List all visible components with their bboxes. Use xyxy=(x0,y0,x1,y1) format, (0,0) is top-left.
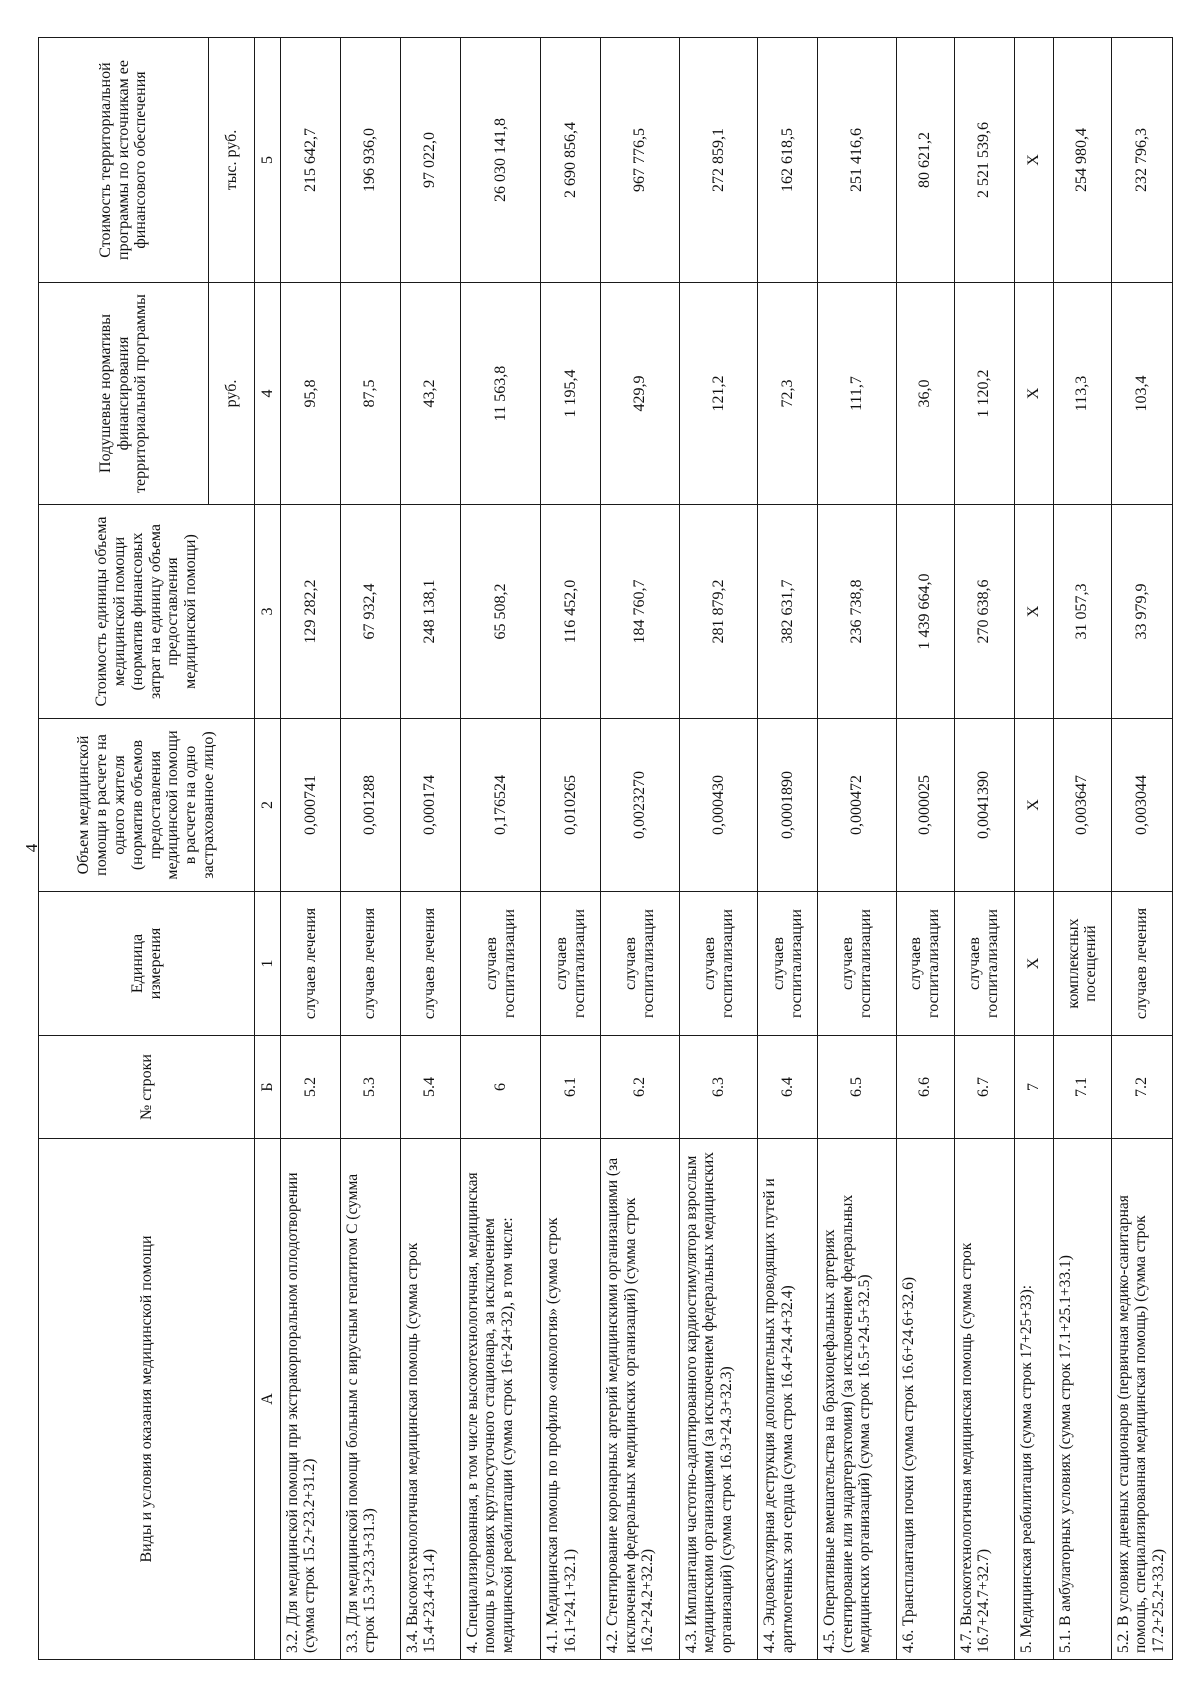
header-total: Стоимость территориальной программы по источникам ее финансового обеспечения xyxy=(39,38,209,283)
row-per-capita: 103,4 xyxy=(1111,283,1172,505)
row-name: 4.6. Трансплантация почки (сумма строк 16.6+24.6+32.6) xyxy=(896,1139,954,1660)
row-name: 3.2. Для медицинской помощи при экстракорпоральном оплодотворении (сумма строк 15.2+23.2+31.2) xyxy=(281,1139,341,1660)
row-name: 3.4. Высокотехнологичная медицинская помощь (сумма строк 15.4+23.4+31.4) xyxy=(400,1139,460,1660)
row-unit: случаев лечения xyxy=(340,892,400,1036)
row-per-capita: 1 120,2 xyxy=(954,283,1014,505)
row-volume: 0,000430 xyxy=(679,719,758,892)
row-total: 2 690 856,4 xyxy=(541,38,601,283)
row-total: 251 416,6 xyxy=(818,38,897,283)
row-number: 6 xyxy=(460,1036,541,1139)
row-name: 4.7. Высокотехнологичная медицинская помощь (сумма строк 16.7+24.7+32.7) xyxy=(954,1139,1014,1660)
row-per-capita: 11 563,8 xyxy=(460,283,541,505)
row-unit: случаев госпитализации xyxy=(460,892,541,1036)
row-number: 6.6 xyxy=(896,1036,954,1139)
index-cell: 1 xyxy=(255,892,281,1036)
row-total: 967 776,5 xyxy=(601,38,680,283)
row-number: 6.1 xyxy=(541,1036,601,1139)
table-row xyxy=(400,38,460,1660)
row-per-capita: X xyxy=(1014,283,1053,505)
row-unit-cost: 65 508,2 xyxy=(460,505,541,719)
row-unit: X xyxy=(1014,892,1053,1036)
row-unit: случаев госпитализации xyxy=(758,892,818,1036)
page-number: 4 xyxy=(22,843,41,853)
table-row xyxy=(896,38,954,1660)
row-total: 215 642,7 xyxy=(281,38,341,283)
table-row xyxy=(460,38,541,1660)
row-number: 7.1 xyxy=(1053,1036,1111,1139)
table-row xyxy=(1053,38,1111,1660)
row-number: 5.4 xyxy=(400,1036,460,1139)
row-unit: случаев лечения xyxy=(281,892,341,1036)
row-name: 4.4. Эндоваскулярная деструкция дополнительных проводящих путей и аритмогенных зон сердца (сумма строк 16.4+24.4+32.4) xyxy=(758,1139,818,1660)
index-cell: 5 xyxy=(255,38,281,283)
row-total: 2 521 539,6 xyxy=(954,38,1014,283)
row-volume: 0,003044 xyxy=(1111,719,1172,892)
header-kind: Виды и условия оказания медицинской помощи xyxy=(39,1139,255,1660)
row-volume: 0,0001890 xyxy=(758,719,818,892)
row-number: 5.3 xyxy=(340,1036,400,1139)
row-unit-cost: 236 738,8 xyxy=(818,505,897,719)
row-total: X xyxy=(1014,38,1053,283)
row-total: 196 936,0 xyxy=(340,38,400,283)
row-unit: комплексных посещений xyxy=(1053,892,1111,1036)
row-number: 7.2 xyxy=(1111,1036,1172,1139)
row-number: 6.5 xyxy=(818,1036,897,1139)
row-per-capita: 1 195,4 xyxy=(541,283,601,505)
header-volume: Объем медицинской помощи в расчете на одного жителя (норматив объемов предоставления медицинской помощи в расчете на одно застрахованное лицо) xyxy=(39,719,255,892)
row-number: 6.4 xyxy=(758,1036,818,1139)
row-name: 5.1. В амбулаторных условиях (сумма строк 17.1+25.1+33.1) xyxy=(1053,1139,1111,1660)
row-per-capita: 111,7 xyxy=(818,283,897,505)
row-volume: 0,010265 xyxy=(541,719,601,892)
row-number: 6.7 xyxy=(954,1036,1014,1139)
row-volume: 0,000472 xyxy=(818,719,897,892)
index-cell: 3 xyxy=(255,505,281,719)
row-unit: случаев лечения xyxy=(400,892,460,1036)
row-name: 4.2. Стентирование коронарных артерий медицинскими организациями (за исключением федеральных медицинских организаций) (сумма строк 16.2+24.2+32.2) xyxy=(601,1139,680,1660)
header-per-capita-unit: руб. xyxy=(209,283,255,505)
table-row xyxy=(281,38,341,1660)
row-unit-cost: 31 057,3 xyxy=(1053,505,1111,719)
header-total-unit: тыс. руб. xyxy=(209,38,255,283)
row-per-capita: 121,2 xyxy=(679,283,758,505)
table-row xyxy=(1111,38,1172,1660)
table-row xyxy=(541,38,601,1660)
row-unit: случаев госпитализации xyxy=(541,892,601,1036)
row-number: 6.3 xyxy=(679,1036,758,1139)
row-unit: случаев госпитализации xyxy=(818,892,897,1036)
row-unit-cost: 67 932,4 xyxy=(340,505,400,719)
row-per-capita: 113,3 xyxy=(1053,283,1111,505)
row-volume: 0,003647 xyxy=(1053,719,1111,892)
row-unit-cost: 1 439 664,0 xyxy=(896,505,954,719)
row-number: 5.2 xyxy=(281,1036,341,1139)
row-unit: случаев госпитализации xyxy=(896,892,954,1036)
row-name: 5.2. В условиях дневных стационаров (первичная медико-санитарная помощь, специализированная медицинская помощь) (сумма строк 17.2+25.2+33.2) xyxy=(1111,1139,1172,1660)
row-unit: случаев госпитализации xyxy=(679,892,758,1036)
row-volume: 0,001288 xyxy=(340,719,400,892)
header-unit: Единица измерения xyxy=(39,892,255,1036)
row-unit: случаев госпитализации xyxy=(954,892,1014,1036)
index-cell: Б xyxy=(255,1036,281,1139)
row-name: 4.5. Оперативные вмешательства на брахиоцефальных артериях (стентирование или эндартерэктомия) (за исключением федеральных медицинских организаций) (сумма строк 16.5+24.5+32.5) xyxy=(818,1139,897,1660)
row-total: 272 859,1 xyxy=(679,38,758,283)
row-volume: 0,000174 xyxy=(400,719,460,892)
row-total: 232 796,3 xyxy=(1111,38,1172,283)
row-per-capita: 43,2 xyxy=(400,283,460,505)
row-per-capita: 429,9 xyxy=(601,283,680,505)
row-name: 4.3. Имплантация частотно-адаптированного кардиостимулятора взрослым медицинскими организациями (за исключением федеральных медицинских организаций) (сумма строк 16.3+24.3+32.3) xyxy=(679,1139,758,1660)
table-row xyxy=(758,38,818,1660)
table-row xyxy=(679,38,758,1660)
row-per-capita: 72,3 xyxy=(758,283,818,505)
row-unit-cost: 184 760,7 xyxy=(601,505,680,719)
row-volume: 0,176524 xyxy=(460,719,541,892)
row-total: 162 618,5 xyxy=(758,38,818,283)
row-unit-cost: 270 638,6 xyxy=(954,505,1014,719)
row-name: 4.1. Медицинская помощь по профилю «онкология» (сумма строк 16.1+24.1+32.1) xyxy=(541,1139,601,1660)
row-name: 5. Медицинская реабилитация (сумма строк 17+25+33): xyxy=(1014,1139,1053,1660)
table-row xyxy=(818,38,897,1660)
row-unit: случаев госпитализации xyxy=(601,892,680,1036)
row-volume: 0,0041390 xyxy=(954,719,1014,892)
row-volume: X xyxy=(1014,719,1053,892)
table-row xyxy=(340,38,400,1660)
table-row xyxy=(954,38,1014,1660)
header-per-capita: Подушевые нормативы финансирования территориальной программы xyxy=(39,283,209,505)
row-per-capita: 87,5 xyxy=(340,283,400,505)
row-total: 254 980,4 xyxy=(1053,38,1111,283)
row-total: 26 030 141,8 xyxy=(460,38,541,283)
row-volume: 0,000741 xyxy=(281,719,341,892)
row-name: 4. Специализированная, в том числе высокотехнологичная, медицинская помощь в условиях круглосуточного стационара, за исключением медицинской реабилитации (сумма строк 16+24+32), в том числе: xyxy=(460,1139,541,1660)
row-unit-cost: 382 631,7 xyxy=(758,505,818,719)
index-cell: А xyxy=(255,1139,281,1660)
row-volume: 0,0023270 xyxy=(601,719,680,892)
row-total: 97 022,0 xyxy=(400,38,460,283)
row-number: 7 xyxy=(1014,1036,1053,1139)
table-row xyxy=(601,38,680,1660)
header-row-no: № строки xyxy=(39,1036,255,1139)
row-unit: случаев лечения xyxy=(1111,892,1172,1036)
row-unit-cost: 33 979,9 xyxy=(1111,505,1172,719)
row-per-capita: 95,8 xyxy=(281,283,341,505)
row-volume: 0,000025 xyxy=(896,719,954,892)
row-total: 80 621,2 xyxy=(896,38,954,283)
row-unit-cost: 116 452,0 xyxy=(541,505,601,719)
row-name: 3.3. Для медицинской помощи больным с вирусным гепатитом С (сумма строк 15.3+23.3+31.3) xyxy=(340,1139,400,1660)
medical-care-table xyxy=(38,37,1173,1660)
table-row xyxy=(1014,38,1053,1660)
header-unit-cost: Стоимость единицы объема медицинской помощи (норматив финансовых затрат на единицу объема предоставления медицинской помощи) xyxy=(39,505,255,719)
index-cell: 2 xyxy=(255,719,281,892)
row-number: 6.2 xyxy=(601,1036,680,1139)
index-cell: 4 xyxy=(255,283,281,505)
row-unit-cost: 281 879,2 xyxy=(679,505,758,719)
row-unit-cost: 248 138,1 xyxy=(400,505,460,719)
row-unit-cost: X xyxy=(1014,505,1053,719)
row-unit-cost: 129 282,2 xyxy=(281,505,341,719)
row-per-capita: 36,0 xyxy=(896,283,954,505)
